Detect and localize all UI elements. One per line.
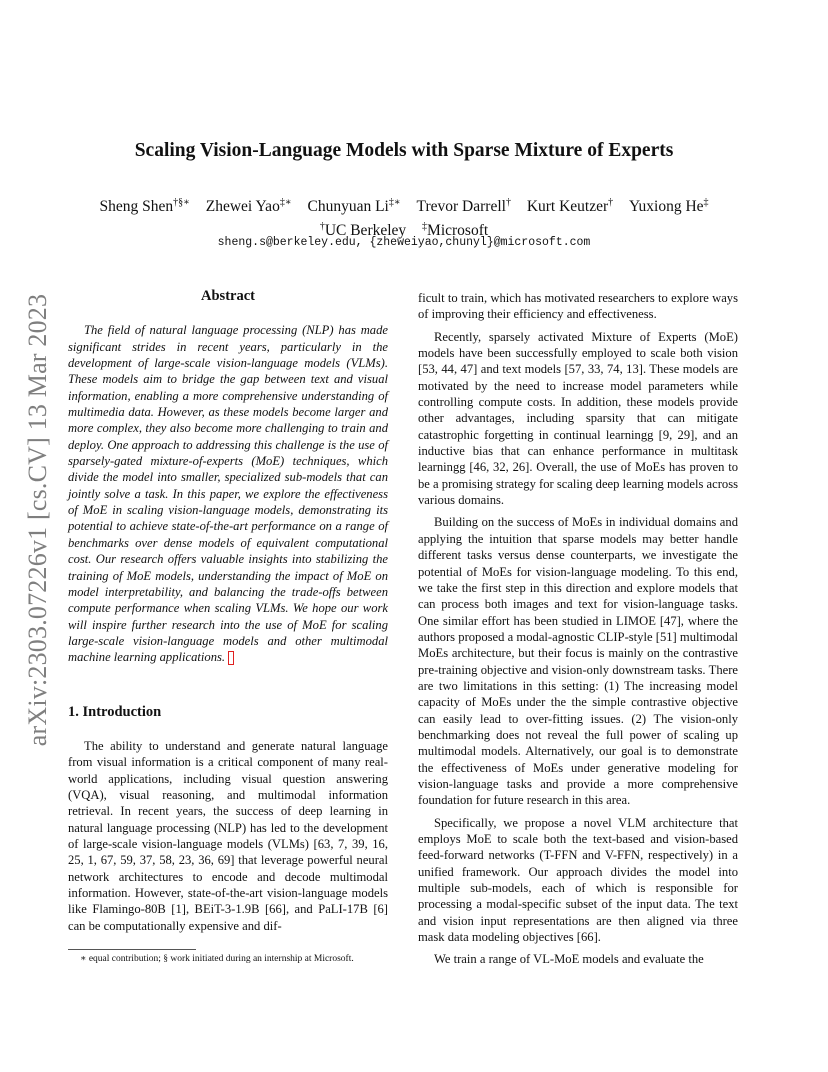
footnote: ∗ equal contribution; § work initiated during an internship at Microsoft.: [80, 954, 354, 964]
abstract-paragraph: [68, 322, 388, 665]
arxiv-identifier-text: arXiv:2303.07226v1 [cs.CV] 13 Mar 2023: [23, 293, 52, 747]
author: Zhewei Yao‡∗: [205, 197, 292, 216]
body-paragraph: ficult to train, which has motivated researchers to explore ways of improving their efficiency and effectiveness.: [418, 291, 738, 322]
body-paragraph: Recently, sparsely activated Mixture of Experts (MoE) models have been successfully employed to scale both vision [53, 44, 47] and text models [57, 33, 74, 13]. These models are motivated by the need to increase model parameters while controlling compute costs. In addition, these models provide other advantages, including sparsity that can mitigate catastrophic forgetting in continual learningg [9, 29], and an inductive bias that can enhance performance in multitask learningg [46, 32, 26]. Overall, the use of MoEs has proven to be a promising strategy for scaling deep learning models across various domains.: [418, 329, 738, 508]
body-paragraph: We train a range of VL-MoE models and evaluate the: [434, 952, 704, 967]
footnote-divider: [68, 949, 196, 950]
affiliation: †UC Berkeley: [319, 221, 407, 240]
author: Trevor Darrell†: [416, 197, 511, 216]
author-list: [70, 193, 738, 217]
abstract-heading: Abstract: [201, 288, 255, 304]
affiliation: ‡Microsoft: [422, 221, 489, 240]
author-block: [70, 193, 738, 241]
paper-title: Scaling Vision-Language Models with Sparse Mixture of Experts: [134, 140, 674, 161]
author: Kurt Keutzer†: [526, 197, 614, 216]
intro-paragraph: The ability to understand and generate natural language from visual information is a critical component of many real-world applications, including visual question answering (VQA), visual reasoning, and multimodal information retrieval. In recent years, the success of deep learning in natural language processing (NLP) has led to the development of large-scale vision-language models (VLMs) [63, 7, 39, 16, 25, 1, 67, 59, 37, 58, 23, 36, 69] that leverage powerful neural network architectures to encode and decode multimodal information. However, state-of-the-art vision-language models like Flamingo-80B [1], BEiT-3-1.9B [66], and PaLI-17B [6] can be computationally expensive and dif-: [68, 738, 388, 933]
arxiv-identifier: [20, 280, 56, 760]
comment-marker-icon[interactable]: [228, 651, 234, 665]
right-column: [418, 290, 738, 974]
left-column: [68, 288, 388, 940]
abstract-text: The field of natural language processing (NLP) has made significant strides in recent years, particularly in the development of large-scale vision-language models (VLMs). These models aim to bridge the gap between text and visual information, enabling a more comprehensive understanding of multimedia data. However, as these models become larger and more complex, they also become more challenging to train and deploy. One approach to addressing this challenge is the use of sparsely-gated mixture-of-experts (MoE) techniques, which divide the model into smaller, specialized sub-models that can jointly solve a task. In this paper, we explore the effectiveness of MoE in scaling vision-language models, demonstrating its potential to achieve state-of-the-art performance on a range of benchmarks over dense models of equivalent computational cost. Our research offers valuable insights into stabilizing the training of MoE models, understanding the impact of MoE on model interpretability, and balancing the trade-offs between compute performance when scaling VLMs. We hope our work will inspire further research into the use of MoE for scaling large-scale vision-language models and other multimodal machine learning applications.: [68, 323, 388, 665]
author-emails[interactable]: sheng.s@berkeley.edu, {zheweiyao,chunyl}@microsoft.com: [217, 236, 591, 249]
body-paragraph: Specifically, we propose a novel VLM architecture that employs MoE to scale both the text-based and vision-based feed-forward networks (T-FFN and V-FFN, respectively) in a unified framework. Our approach divides the model into multiple sub-models, each of which is responsible for processing a modal-specific subset of the input data. The text and vision input representations are then aligned via three mask data modeling objectives [66].: [418, 815, 738, 945]
section-heading-introduction: 1. Introduction: [68, 703, 162, 720]
author: Sheng Shen†§∗: [99, 197, 190, 216]
author: Yuxiong He‡: [629, 197, 709, 216]
body-paragraph: Building on the success of MoEs in individual domains and applying the intuition that sparse models may better handle different tasks versus dense counterparts, we investigate the potential of MoEs for vision-language modeling. To this end, we take the first step in this direction and explore models that can process both images and text for vision-language tasks. One similar effort has been studied in LIMOE [47], where the authors proposed a modal-agnostic CLIP-style [51] multimodal MoEs architecture, but their focus is mainly on the contrastive pre-training objective and vision-only downstream tasks. There are two limitations in this setting: (1) The increasing model capacity of MoEs under the the simple contrastive objective can easily lead to over-fitting issues. (2) The vision-only benchmarking does not reveal the full power of scaling up multimodal models. Alternatively, our goal is to demonstrate the effectiveness of MoEs under generative modeling for vision-language tasks and provide a more comprehensive foundation for future research in this area.: [418, 515, 738, 808]
author: Chunyuan Li‡∗: [307, 197, 401, 216]
